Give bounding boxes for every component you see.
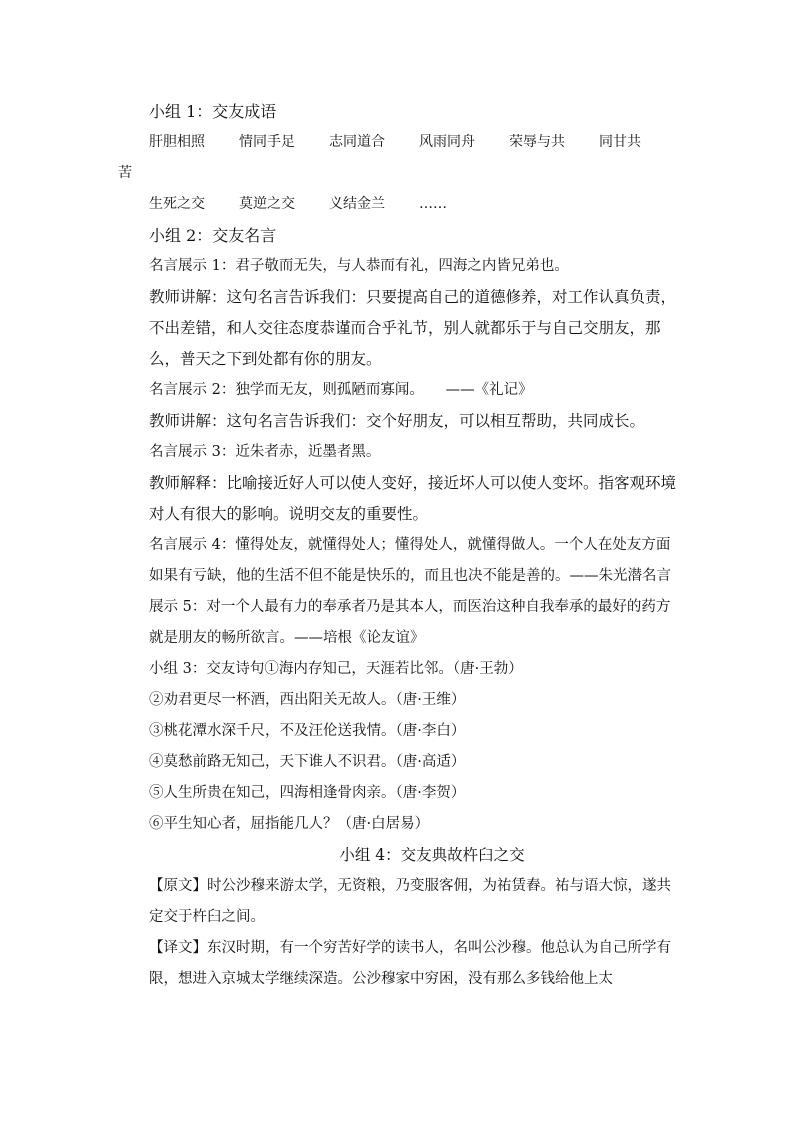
poem-line: ⑥平生知心者，屈指能几人？（唐·白居易） [149,816,430,832]
idiom-item: 同甘共 [599,134,641,150]
quote-3: 名言展示 3：近朱者赤，近墨者黑。 [149,444,381,460]
quote-4-5: 名言展示 4：懂得处友，就懂得处人；懂得处人，就懂得做人。一个人在处友方面如果有亏缺，他的生活不但不能是快乐的，而且也决不能是善的。——朱光潜名言展示 5：对一个人最有力的奉承者乃是其本人，而医治这种自我奉承的最好的药方就是朋友的畅所欲言。——培根《论友谊》 [149,537,671,646]
idiom-item: 莫逆之交 [239,196,295,212]
group2-title: 小组 2：交友名言 [149,226,277,245]
poem-line: ③桃花潭水深千尺，不及汪伦送我情。（唐·李白） [149,723,466,739]
document-page [118,96,684,995]
idiom-item: 肝胆相照 [149,134,205,150]
group4-title: 小组 4：交友典故杵臼之交 [339,846,525,864]
poem-line: ④莫愁前路无知己，天下谁人不识君。（唐·高适） [149,754,466,770]
idiom-item: 生死之交 [149,196,205,212]
poem-line: ⑤人生所贵在知己，四海相逢骨肉亲。（唐·李贺） [149,785,466,801]
quote-2: 名言展示 2：独学而无友，则孤陋而寡闻。 ——《礼记》 [149,382,533,398]
idiom-item: 情同手足 [239,134,295,150]
idiom-item: 荣辱与共 [509,134,565,150]
original-text: 【原文】时公沙穆来游太学，无资粮，乃变服客佣，为祐赁舂。祐与语大惊，遂共定交于杵臼之间。 [149,878,671,925]
group3-title-line: 小组 3：交友诗句①海内存知己，天涯若比邻。（唐·王勃） [149,661,523,677]
explanation-2: 教师讲解：这句名言告诉我们：交个好朋友，可以相互帮助，共同成长。 [149,412,646,430]
idiom-item: 义结金兰 [329,196,385,212]
group1-title: 小组 1：交友成语 [149,102,277,121]
idiom-continuation: 苦 [118,165,132,181]
idiom-item: 风雨同舟 [419,134,475,150]
quote-1: 名言展示 1：君子敬而无失，与人恭而有礼，四海之内皆兄弟也。 [149,258,569,274]
idiom-item: …… [419,196,447,212]
idiom-item: 志同道合 [329,134,385,150]
explanation-3: 教师解释：比喻接近好人可以使人变好，接近坏人可以使人变坏。指客观环境对人有很大的影响。说明交友的重要性。 [149,474,677,523]
translation-text: 【译文】东汉时期，有一个穷苦好学的读书人，名叫公沙穆。他总认为自己所学有限，想进入京城太学继续深造。公沙穆家中穷困，没有那么多钱给他上太 [149,940,671,987]
poem-line: ②劝君更尽一杯酒，西出阳关无故人。（唐·王维） [149,692,466,708]
explanation-1: 教师讲解：这句名言告诉我们：只要提高自己的道德修养，对工作认真负责，不出差错，和人交往态度恭谨而合乎礼节，别人就都乐于与自己交朋友，那么，普天之下到处都有你的朋友。 [149,288,677,368]
idiom-list-row2 [118,189,684,220]
idiom-list-row1 [118,127,684,189]
